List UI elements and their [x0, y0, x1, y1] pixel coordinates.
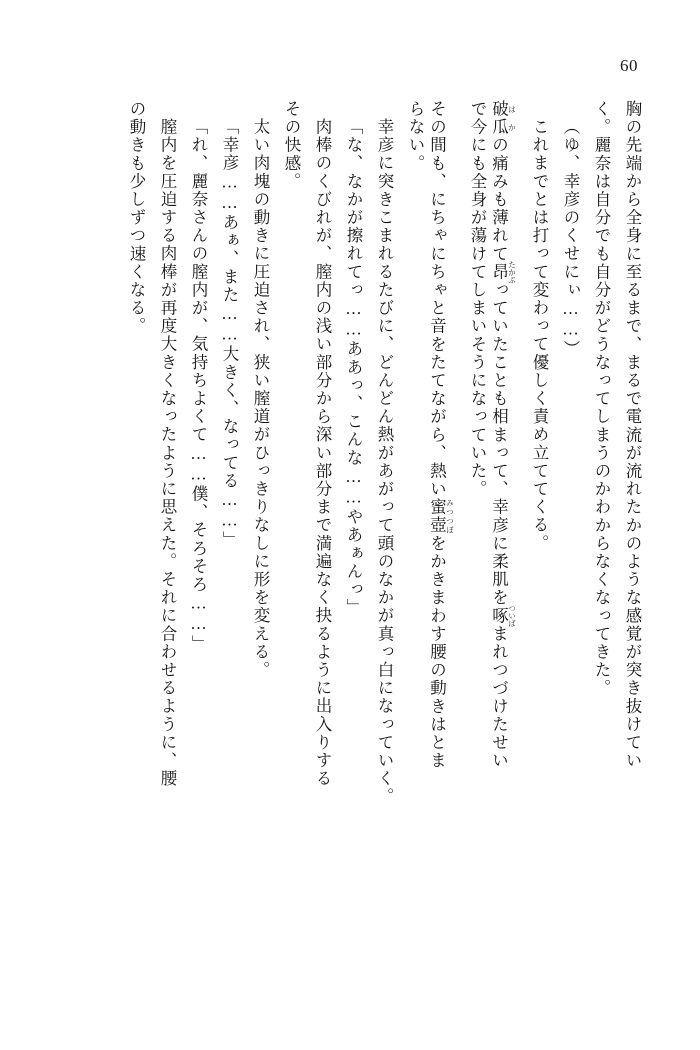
text-column: これまでとは打って変わって優しく責め立ててくる。 — [530, 118, 549, 553]
text-column: 「な、なかが擦れてっ……ああっ、こんな……やあぁんっ」 — [344, 118, 363, 617]
text-column: 「幸彦……あぁ、また……大きく、なってる……」 — [220, 118, 239, 550]
text-column: 太い肉塊の動きに圧迫され、狭い膣道がひっきりなしに形を変える。 — [251, 118, 270, 680]
text-column: 胸の先端から全身に至るまで、まるで電流が流れたかのような感覚が突き抜けてい — [623, 100, 642, 770]
vertical-text-body — [60, 100, 640, 990]
text-column: 「れ、麗奈さんの膣内が、気持ちよくて……僕、そろそろ……」 — [189, 118, 208, 653]
text-column: （ゆ、幸彦のくせにぃ……） — [561, 118, 580, 359]
text-column: その間も、にちゃにちゃと音をたてながら、熱い蜜壺 みつつぼをかきまわす腰の動きはとま — [427, 100, 455, 770]
text-column: 破瓜 はかの痛みも薄れて昂 たかぶっていたことも相まって、幸彦に柔肌を啄 ついばまれつづけたせい — [489, 100, 517, 770]
ruby-みつつぼ: 蜜壺 みつつぼ — [427, 498, 455, 535]
text-column: で今にも全身が蕩けてしまいそうになっていた。 — [468, 100, 487, 499]
ruby-たかぶ: 昂 たかぶ — [489, 260, 517, 284]
text-column: その快感。 — [282, 100, 301, 191]
ruby-ついば: 啄 ついば — [489, 604, 517, 628]
page-number: 60 — [620, 56, 638, 75]
text-column: 肉棒のくびれが、膣内の浅い部分から深い部分まで満遍なく抉るように出入りする — [313, 118, 332, 788]
text-column: 幸彦に突きこまれるたびに、どんどん熱があがって頭のなかが真っ白になっていく。 — [375, 118, 394, 806]
text-column: らない。 — [406, 100, 425, 173]
text-column: の動きも少しずつ速くなる。 — [127, 100, 146, 336]
ruby-はか: 破瓜 はか — [489, 100, 517, 137]
text-column: く。麗奈は自分でも自分がどうなってしまうのかわからなくなってきた。 — [592, 100, 611, 698]
text-column: 膣内を圧迫する肉棒が再度大きくなったように思えた。それに合わせるように、腰 — [158, 118, 177, 788]
